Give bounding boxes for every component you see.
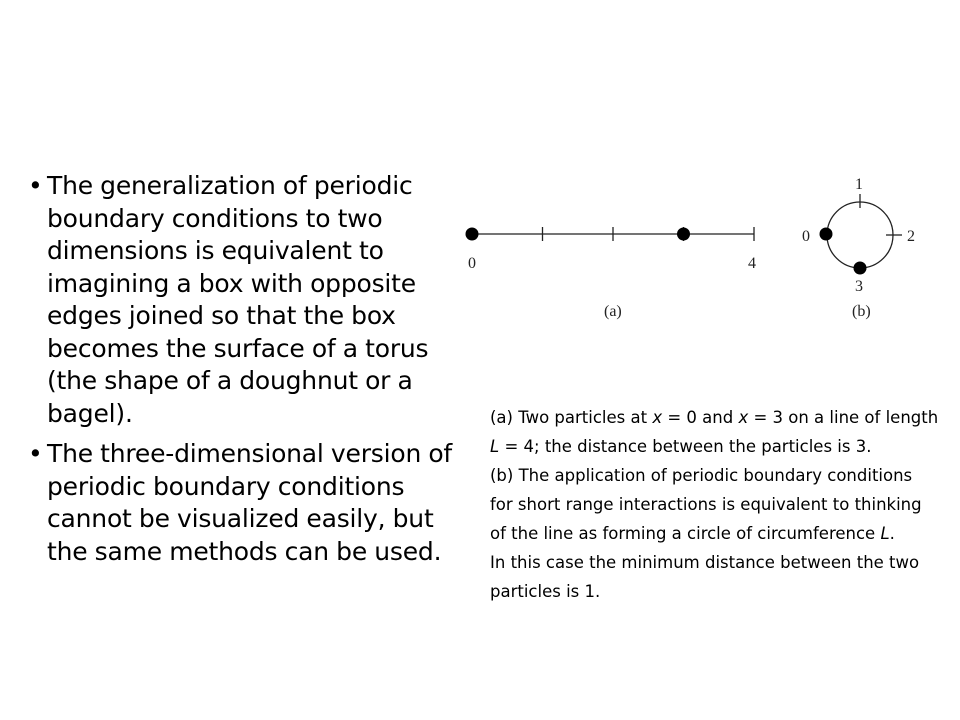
particle: [466, 228, 479, 241]
caption-c: In this case the minimum distance between the two particles is 1.: [490, 553, 920, 601]
particle-b-left: [820, 228, 833, 241]
panel-b: [802, 176, 915, 320]
caption-a: (a) Two particles at x = 0 and x = 3 on a line of length L = 4; the distance between the particles is 3.: [490, 408, 939, 456]
bullet-dot-icon: •: [28, 171, 43, 200]
circle-label-top: 1: [855, 176, 863, 193]
bullet-text: The generalization of periodic boundary conditions to two dimensions is equivalent to imagining a box with opposite edges joined so that the box becomes the surface of a torus (the shape of a doughnut or a bagel).: [47, 171, 429, 428]
bullet-item: [28, 438, 460, 568]
particle-b-bottom: [854, 262, 867, 275]
circle-label-right: 2: [907, 228, 915, 245]
bullet-dot-icon: •: [28, 439, 43, 468]
caption-b: (b) The application of periodic boundary conditions for short range interactions is equivalent to thinking of the line as forming a circle of circumference L.: [490, 466, 922, 543]
particle: [677, 228, 690, 241]
panel-a: [466, 227, 757, 320]
circle-label-bottom: 3: [855, 278, 863, 295]
panel-b-label: (b): [852, 303, 871, 320]
bullet-item: [28, 170, 460, 430]
panel-a-label: (a): [604, 303, 622, 320]
bullet-text: The three-dimensional version of periodic boundary conditions cannot be visualized easily, but the same methods can be used.: [47, 439, 453, 566]
circle-label-left: 0: [802, 228, 810, 245]
end-label: 4: [748, 255, 756, 272]
figure-caption: [490, 403, 940, 606]
periodic-boundary-figure: [440, 160, 940, 340]
start-label: 0: [468, 255, 476, 272]
circumference-circle: [827, 202, 893, 268]
bullet-list: [28, 170, 460, 576]
